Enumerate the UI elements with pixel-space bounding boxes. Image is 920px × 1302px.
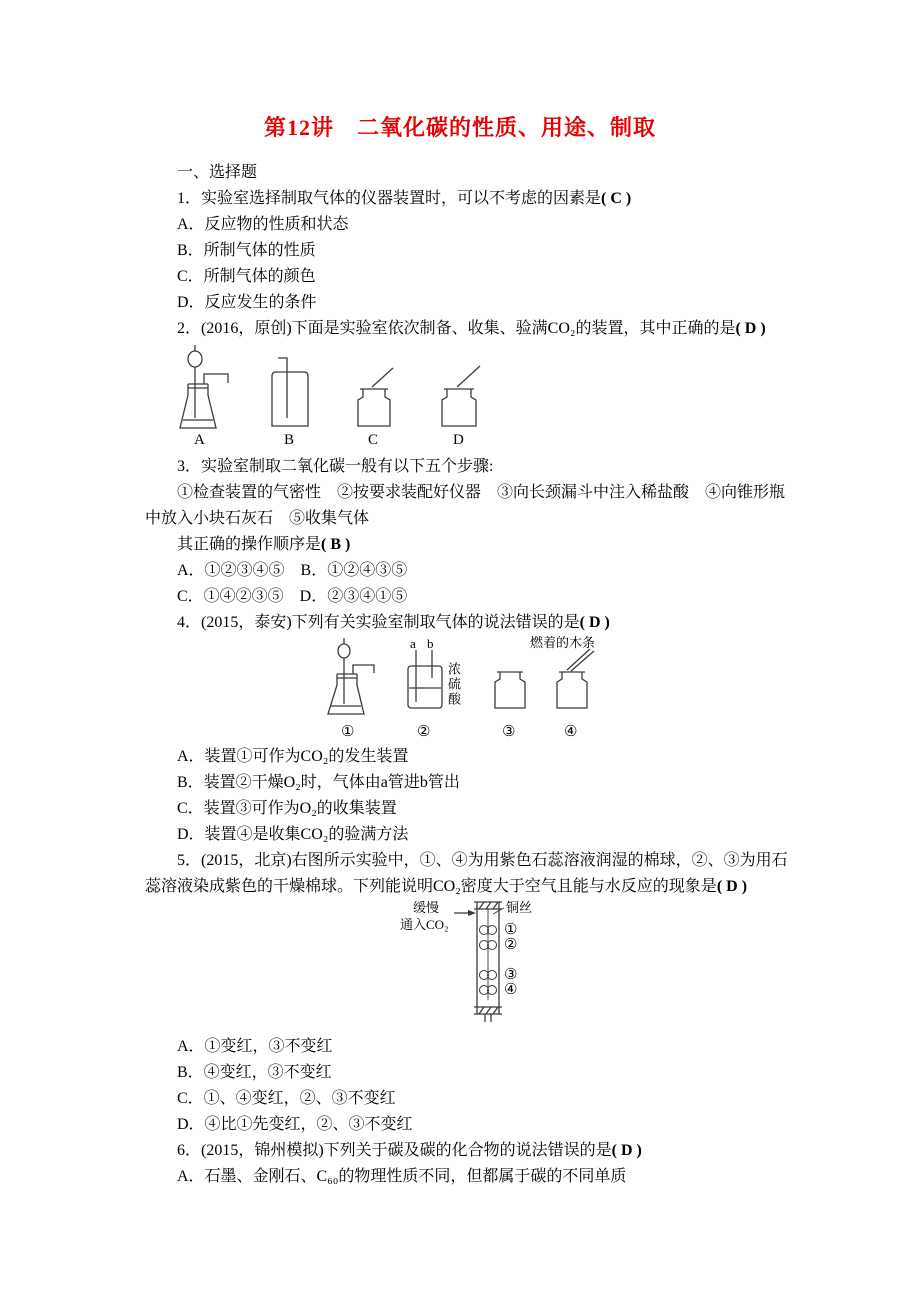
gas-bottle-d-icon [442, 366, 480, 426]
gas-inlet-label-line1: 缓慢 [412, 900, 439, 915]
apparatus-3-label: ③ [502, 724, 516, 740]
q1-stem-text: 1．实验室选择制取气体的仪器装置时，可以不考虑的因素是 [177, 190, 602, 207]
collection-bottle-icon [272, 358, 308, 426]
q1-answer: ( C ) [601, 190, 632, 207]
q3-option-ab: A．①②③④⑤ B．①②④③⑤ [177, 562, 408, 579]
q5-stem-text: 5．(2015，北京)右图所示实验中，①、④为用紫色石蕊溶液润湿的棉球，②、③为用石蕊溶液染成紫色的干燥棉球。下列能说明CO₂密度大于空气且能与水反应的现象是 [145, 852, 788, 895]
q4-apparatus-figure [310, 636, 620, 744]
gas-generator-flask-icon [180, 345, 228, 428]
q2-apparatus-svg [160, 342, 500, 454]
q5-option-b: B．④变红，③不变红 [177, 1064, 332, 1081]
cotton-2-label: ② [504, 937, 518, 953]
q4-stem-text: 4．(2015，泰安)下列有关实验室制取气体的说法错误的是 [177, 614, 580, 631]
gas-inlet-label-line2: 通入CO₂ [400, 917, 449, 932]
q5-option-c: C．①、④变红，②、③不变红 [177, 1090, 396, 1107]
cotton-4-label: ④ [504, 982, 518, 998]
q5-tube-figure [400, 900, 550, 1034]
apparatus-label-c: C [368, 432, 379, 448]
q4-option-c: C．装置③可作为O₂的收集装置 [177, 800, 397, 817]
apparatus-label-a: A [194, 432, 205, 448]
gas-inlet-arrow-icon [454, 910, 476, 916]
apparatus-label-d: D [453, 432, 464, 448]
acid-label: 浓硫酸 [446, 662, 461, 707]
page-title: 第12讲 二氧化碳的性质、用途、制取 [263, 115, 656, 140]
gas-bottle-c-icon [358, 368, 393, 426]
cotton-3-label: ③ [504, 967, 518, 983]
q4-stem [145, 610, 795, 636]
copper-wire-label: 铜丝 [506, 900, 533, 915]
verification-bottle-splint-icon [557, 649, 594, 708]
section-heading: 一、选择题 [177, 164, 258, 181]
q3-stem: 3．实验室制取二氧化碳一般有以下五个步骤: [177, 458, 494, 475]
q2-stem [145, 316, 795, 342]
q2-stem-text: 2．(2016，原创)下面是实验室依次制备、收集、验满CO₂的装置，其中正确的是 [177, 320, 736, 337]
generator-flask-icon [328, 638, 374, 714]
q3-steps: ①检查装置的气密性 ②按要求装配好仪器 ③向长颈漏斗中注入稀盐酸 ④向锥形瓶中放入小块石灰石 ⑤收集气体 [145, 484, 786, 527]
apparatus-4-label: ④ [564, 724, 578, 740]
q4-answer: ( D ) [579, 614, 610, 631]
apparatus-2-label: ② [417, 724, 431, 740]
q6-answer: ( D ) [611, 1142, 642, 1159]
q4-option-a: A．装置①可作为CO₂的发生装置 [177, 748, 409, 765]
q6-stem-text: 6．(2015，锦州模拟)下列关于碳及碳的化合物的说法错误的是 [177, 1142, 612, 1159]
gas-washing-bottle-icon [408, 650, 442, 708]
tube-a-label: a [410, 636, 416, 651]
q2-apparatus-figure [160, 342, 500, 454]
q5-answer: ( D ) [716, 878, 748, 895]
document-body [145, 160, 795, 1190]
apparatus-1-label: ① [341, 724, 355, 740]
q3-ask-text: 其正确的操作顺序是 [177, 536, 322, 553]
q4-option-b: B．装置②干燥O₂时，气体由a管进b管出 [177, 774, 460, 791]
q3-option-cd: C．①④②③⑤ D．②③④①⑤ [177, 588, 408, 605]
q2-answer: ( D ) [735, 320, 766, 337]
q3-answer: ( B ) [321, 536, 351, 553]
q6-stem [145, 1138, 795, 1164]
q1-option-d: D．反应发生的条件 [177, 294, 317, 311]
burning-splint-label: 燃着的木条 [530, 635, 596, 650]
q1-option-c: C．所制气体的颜色 [177, 268, 316, 285]
q5-stem [145, 848, 795, 900]
tube-b-label: b [427, 636, 434, 651]
q4-option-d: D．装置④是收集CO₂的验满方法 [177, 826, 409, 843]
apparatus-label-b: B [284, 432, 295, 448]
q3-ask [145, 532, 795, 558]
q6-option-a: A．石墨、金刚石、C₆₀的物理性质不同，但都属于碳的不同单质 [177, 1168, 627, 1185]
q5-option-a: A．①变红，③不变红 [177, 1038, 333, 1055]
q1-option-b: B．所制气体的性质 [177, 242, 316, 259]
gas-collecting-bottle-icon [495, 672, 525, 708]
q5-option-d: D．④比①先变红，②、③不变红 [177, 1116, 413, 1133]
q1-stem [145, 186, 795, 212]
q1-option-a: A．反应物的性质和状态 [177, 216, 349, 233]
cotton-1-label: ① [504, 922, 518, 938]
